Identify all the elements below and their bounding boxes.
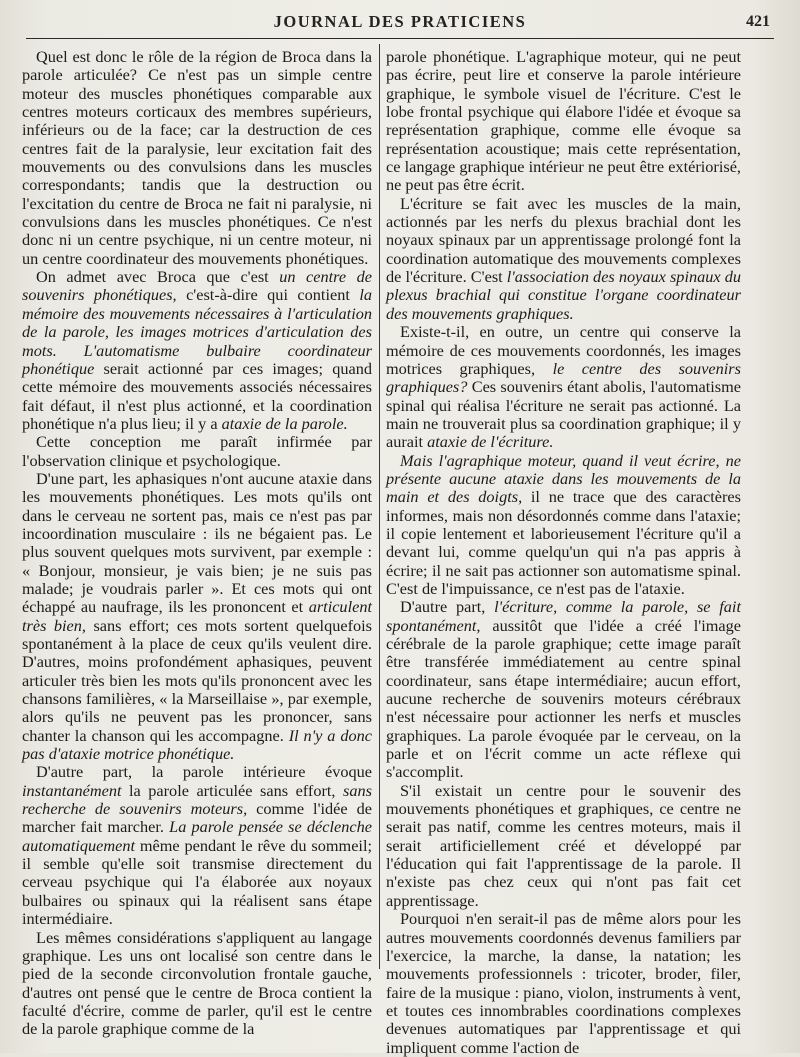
paragraph [22, 433, 372, 470]
paragraph [386, 48, 741, 195]
paragraph [22, 470, 372, 764]
italic-text: La parole pensée se déclenche automatiquement [22, 817, 372, 855]
text-run: Pourquoi n'en serait-il pas de même alors pour les autres mouvements coordonnés devenus familiers par l'exercice, la marche, la danse, la natation; les mouvements professionnels : tricoter, broder, filer, faire de la musique : piano, violon, instruments à vent, et toutes ces innombrables coordinations complexes devenues automatiques par l'apprentissage et qui impliquent comme l'action de [386, 909, 741, 1057]
text-run: parole phonétique. L'agraphique moteur, qui ne peut pas écrire, peut lire et conserve la parole intérieure graphique, le symbole visuel de l'écriture. C'est le lobe frontal psychique qui élabore l'idée et évoque sa représentation graphique, comme elle évoque sa représentation acoustique; mais cette représentation, ce langage graphique intérieur ne peut être extériorisé, ne peut pas être écrit. [386, 47, 741, 195]
paragraph [386, 323, 741, 451]
text-run: Ces souvenirs étant abolis, l'automatisme spinal qui réalisa l'écriture ne serait pas actionné. La main ne trouverait plus sa coordination graphique; il y aurait [386, 377, 741, 452]
italic-text: ataxie de l'écriture. [427, 432, 554, 452]
text-run: On admet avec Broca que c'est [36, 267, 280, 287]
text-run: Les mêmes considérations s'appliquent au langage graphique. Les uns ont localisé son centre dans le pied de la seconde circonvolution frontale gauche, d'autres ont pensé que le centre de Broca contient la faculté d'écrire, comme de parler, qu'il est le centre de la parole graphique comme de la [22, 927, 372, 1039]
italic-text: sans recherche de souvenirs moteurs, [22, 780, 372, 819]
text-run: serait actionné par ces images; quand cette mémoire des mouvements associés nécessaires fait défaut, il n'est plus actionné, et la coordination phonétique n'a plus lieu; il y a [22, 358, 372, 433]
text-run: D'autre part, la parole intérieure évoque [36, 762, 372, 782]
italic-text: le centre des souvenirs graphiques? [386, 358, 741, 397]
journal-title: JOURNAL DES PRATICIENS [273, 12, 527, 31]
text-run: aussitôt que l'idée a créé l'image cérébrale de la parole graphique; cette image paraît être transférée immédiatement au centre spinal coordinateur, sans étape intermédiaire; aucun effort, aucune recherche de souvenirs moteurs cérébraux n'est nécessaire pour actionner les nerfs et muscles graphiques. La parole évoquée par le cerveau, on la parle et on l'écrit comme un acte réflexe qui s'accomplit. [386, 615, 741, 782]
paragraph [22, 268, 372, 433]
page-header [22, 10, 778, 36]
text-run: comme l'idée de marcher fait marcher. [22, 799, 372, 837]
text-run: sans effort; ces mots sortent quelquefois spontanément à la place de ceux qu'ils veulent dire. D'autres, moins profondément aphasiques, peuvent articuler très bien les mots qu'ils prononcent avec les chansons familières, « la Marseillaise », par exemple, alors qu'ils ne peuvent pas les prononcer, sans chanter la chanson qui les accompagne. [22, 615, 372, 745]
italic-text: articulent très bien, [22, 597, 372, 635]
paragraph [22, 48, 372, 268]
paragraph [22, 763, 372, 928]
text-run: D'autre part, [400, 597, 495, 617]
text-run: il ne trace que des caractères informes, mais non désordonnés comme dans l'ataxie; il copie lentement et laborieusement l'écriture qu'il a devant lui, comme quelqu'un qui n'a pas appris à écrire; il ne sait pas actionner son automatisme spinal. C'est de l'impuissance, ce n'est pas de l'ataxie. [386, 487, 741, 598]
text-run: D'une part, les aphasiques n'ont aucune ataxie dans les mouvements phonétiques. Les mots qu'ils ont dans le cerveau ne sortent pas, mais ce n'est pas par incoordination musculaire : ils ne bégaient pas. Le plus souvent quelques mots survivent, par exemple : « Bonjour, monsieur, je vais bien; je ne suis pas malade; je voudrais parler ». Et ces mots qui ont échappé au naufrage, ils les prononcent et [22, 468, 372, 617]
italic-text: ataxie de la parole. [221, 413, 348, 433]
text-run: même pendant le rêve du sommeil; il semble qu'elle soit transmise directement du cerveau psychique qui l'a élaborée aux noyaux bulbaires ou spinaux qui la réalisent sans étape intermédiaire. [22, 835, 372, 929]
paragraph [386, 452, 741, 599]
paragraph [22, 929, 372, 1039]
text-run: L'écriture se fait avec les muscles de la main, actionnés par les nerfs du plexus brachial dont les noyaux spinaux par un apprentissage prolongé font la coordination automatique des mouvements complexes de l'écriture. C'est [386, 193, 741, 287]
italic-text: l'écriture, comme la parole, se fait spontanément, [386, 597, 741, 635]
paragraph [386, 782, 741, 910]
paragraph [386, 598, 741, 781]
italic-text: un centre de souvenirs phonétiques, [22, 267, 372, 305]
italic-text: la mémoire des mouvements nécessaires à l'articulation de la parole, les images motrices d'articulation des mots. L'automatisme bulbaire coordinateur phonétique [22, 285, 372, 378]
text-run: c'est-à-dire qui contient [176, 285, 360, 305]
italic-text: l'association des noyaux spinaux du plexus brachial qui constitue l'organe coordinateur des mouvements graphiques. [386, 267, 741, 323]
italic-text: Mais l'agraphique moteur, quand il veut écrire, ne présente aucune ataxie dans les mouvements de la main et des doigts, [386, 450, 741, 507]
right-column [386, 47, 741, 1057]
paragraph [386, 910, 741, 1057]
italic-text: Il n'y a donc pas d'ataxie motrice phonétique. [22, 725, 372, 764]
paragraph [386, 195, 741, 323]
header-rule [26, 38, 774, 39]
text-run: Cette conception me paraît infirmée par l'observation clinique et psychologique. [22, 432, 372, 470]
text-run: la parole articulée sans effort, [121, 780, 344, 800]
text-run: Existe-t-il, en outre, un centre qui conserve la mémoire de ces mouvements coordonnés, les images motrices graphiques, [386, 322, 741, 378]
italic-text: instantanément [22, 780, 122, 800]
text-run: Quel est donc le rôle de la région de Broca dans la parole articulée? Ce n'est pas un simple centre moteur des muscles phonétiques comparable aux centres moteurs corticaux des membres supérieurs, inférieurs ou de la face; car la destruction de ces centres fait de la paralysie, leur excitation fait des mouvements ou des convulsions dans les muscles correspondants; tandis que la destruction ou l'excitation du centre de Broca ne fait ni paralysie, ni convulsions dans les muscles phonétiques. Ce n'est donc ni un centre psychique, ni un centre moteur, ni un centre coordinateur des mouvements phonétiques. [22, 47, 372, 268]
text-run: S'il existait un centre pour le souvenir des mouvements phonétiques et graphiques, ce centre ne serait pas natif, comme les centres moteurs, mais il serait artificiellement créé et développé par l'éducation qui fait l'apprentissage de la parole. Il n'existe pas chez ceux qui n'ont pas fait cet apprentissage. [386, 780, 741, 910]
column-divider [379, 44, 380, 969]
left-column [22, 47, 372, 1039]
page-number: 421 [746, 13, 770, 30]
